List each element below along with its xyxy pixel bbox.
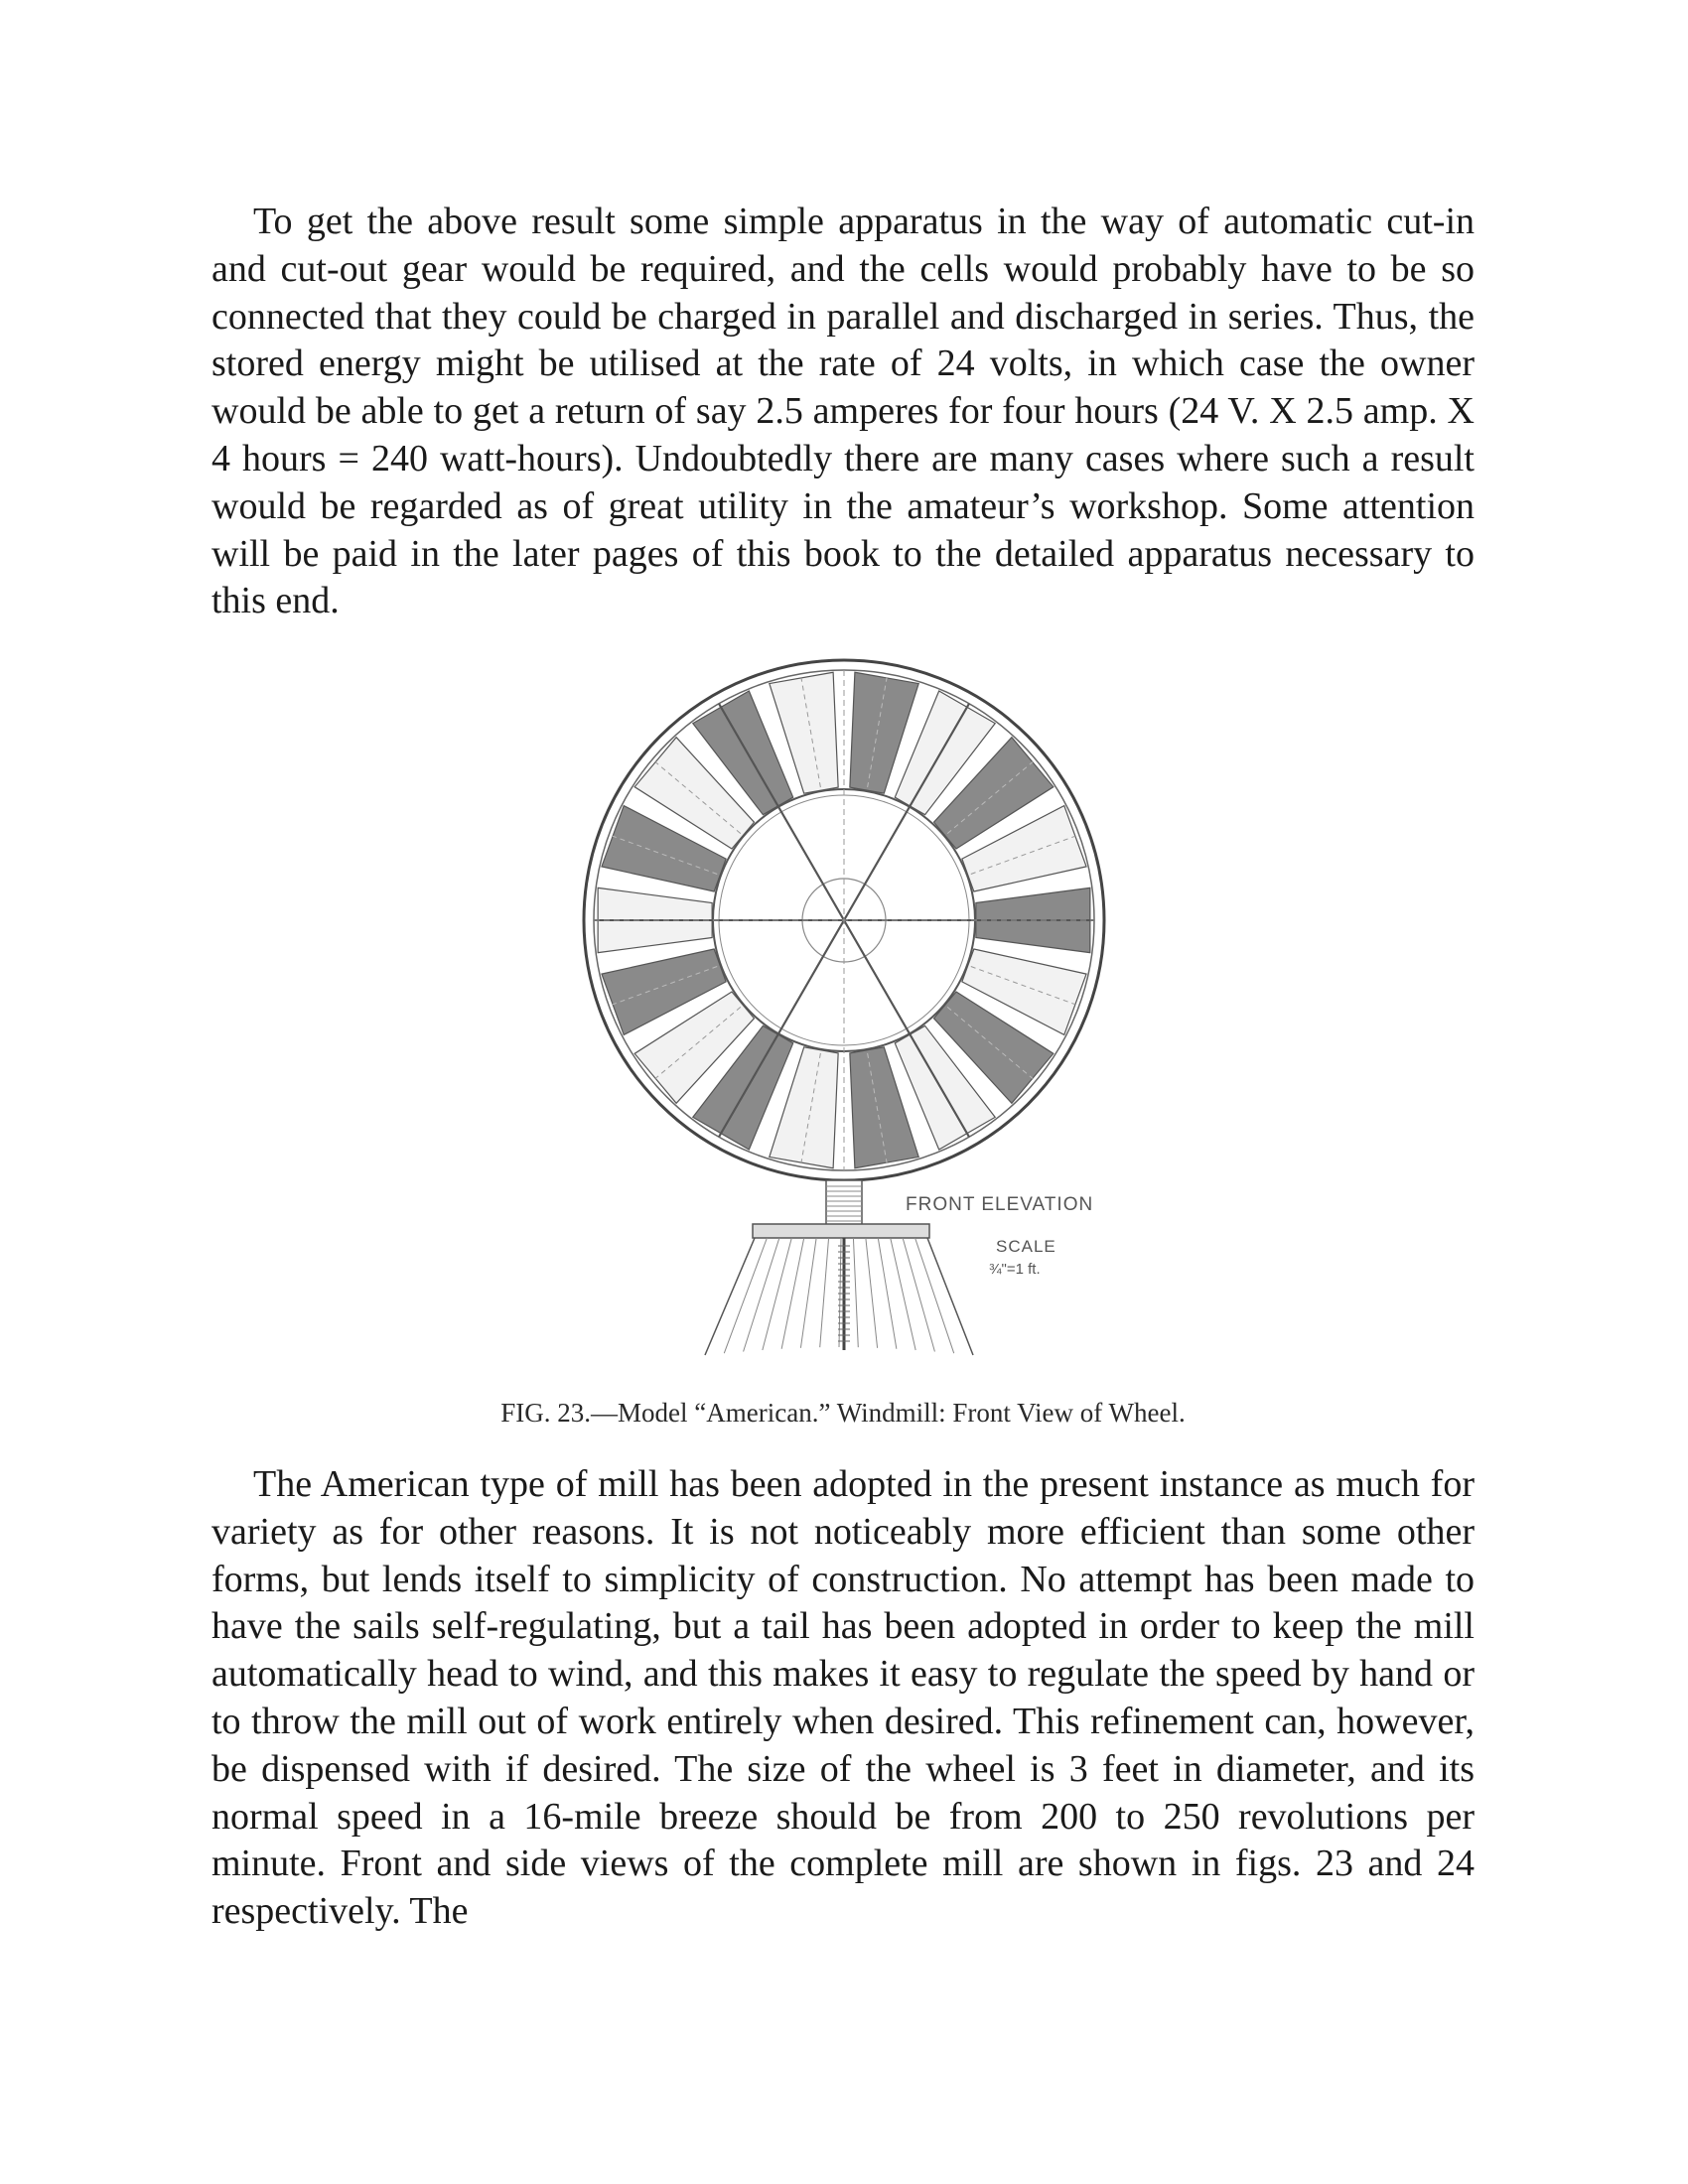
tower-strut	[853, 1238, 858, 1347]
windmill-figure	[556, 650, 1122, 1365]
tower-strut	[866, 1238, 878, 1348]
wheel-drawing	[584, 660, 1104, 1180]
tower-strut	[744, 1238, 779, 1352]
tower-platform	[753, 1224, 929, 1238]
tower-neck	[826, 1180, 862, 1226]
tower-strut	[763, 1238, 791, 1350]
tower-strut	[820, 1238, 829, 1347]
tower-strut	[800, 1238, 816, 1348]
front-elevation-label: FRONT ELEVATION	[906, 1194, 1094, 1215]
paragraph-2: The American type of mill has been adopted in the present instance as much for variety as for other reasons. It is not noticeably more efficient than some other forms, but lends itself to simplicity of construction. No attempt has been made to have the sails self-regulating, but a tail has been adopted in order to keep the mill automatically head to wind, and this makes it easy to regulate the speed by hand or to throw the mill out of work entirely when desired. This refinement can, however, be dispensed with if desired. The size of the wheel is 3 feet in diameter, and its normal speed in a 16-mile breeze should be from 200 to 250 revolutions per minute. Front and side views of the complete mill are shown in figs. 23 and 24 respectively. The	[211, 1463, 1475, 1933]
tower-strut	[781, 1238, 804, 1349]
tower-strut	[903, 1238, 934, 1352]
figure-caption: FIG. 23.—Model “American.” Windmill: Front View of Wheel.	[500, 1398, 1186, 1428]
scale-value-label: ¾"=1 ft.	[989, 1261, 1041, 1278]
paragraph-1: To get the above result some simple apparatus in the way of automatic cut-in and cut-out gear would be required, and the cells would probably have to be so connected that they could be charged in parallel and discharged in series. Thus, the stored energy might be utilised at the rate of 24 volts, in which case the owner would be able to get a return of say 2.5 amperes for four hours (24 V. X 2.5 amp. X 4 hours = 240 watt-hours). Undoubtedly there are many cases where such a result would be regarded as of great utility in the amateur’s workshop. Some attention will be paid in the later pages of this book to the detailed apparatus necessary to this end.	[211, 201, 1475, 622]
windmill-front-elevation-drawing	[556, 650, 1122, 1365]
scale-label: SCALE	[996, 1237, 1056, 1256]
tower-strut	[839, 1238, 841, 1347]
